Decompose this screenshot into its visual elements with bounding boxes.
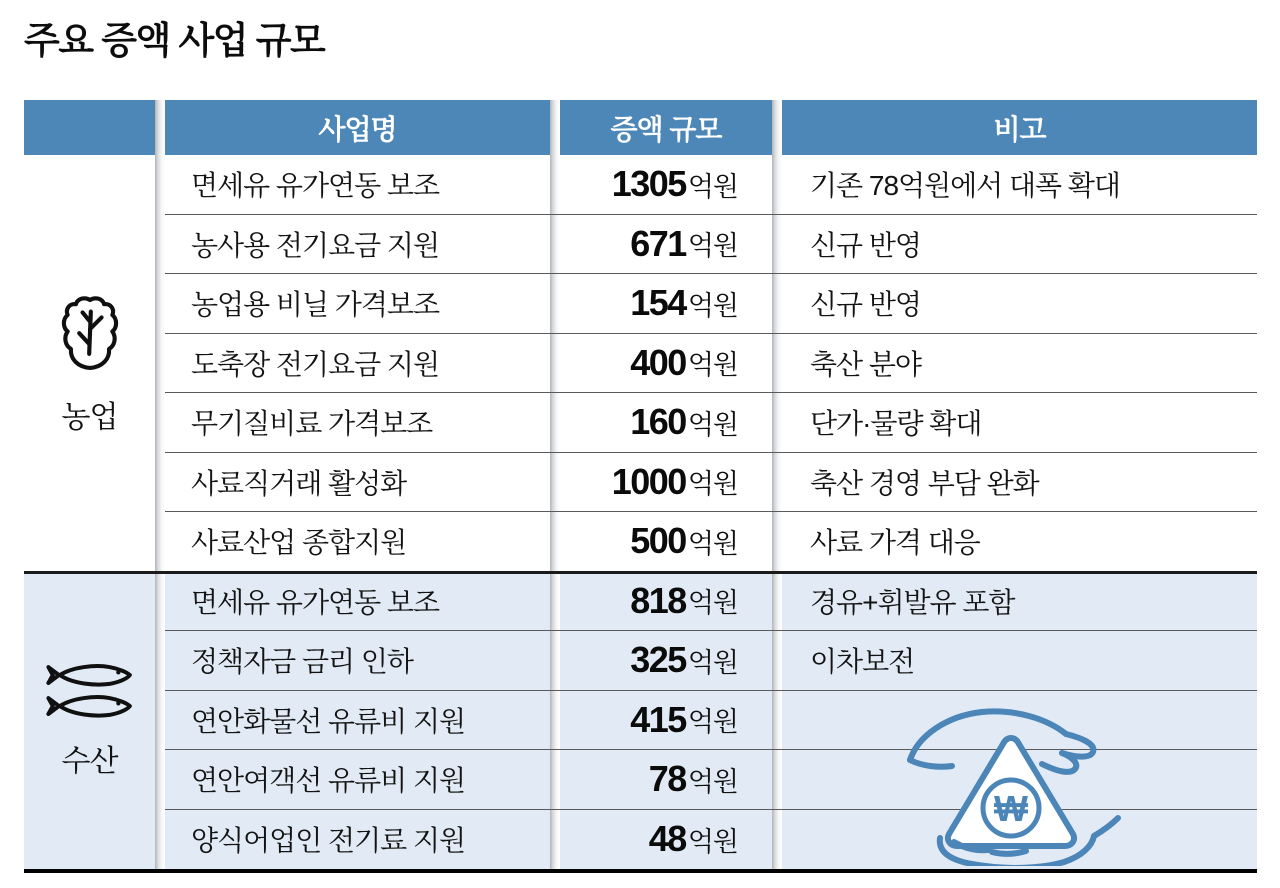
note-cell [782, 215, 1257, 274]
column-divider [772, 155, 782, 214]
amount-value: 1305 [611, 163, 686, 205]
fish-icon [44, 660, 136, 722]
section-divider-line [24, 571, 1257, 574]
amount-cell [560, 393, 772, 452]
won-symbol: ₩ [994, 788, 1028, 829]
amount-cell [560, 274, 772, 333]
project-name-cell [165, 453, 550, 512]
cabbage-icon [61, 290, 119, 378]
amount-value: 500 [630, 520, 686, 562]
note-cell [782, 631, 1257, 690]
project-name: 사료산업 종합지원 [191, 527, 407, 559]
column-divider [550, 155, 560, 214]
column-divider [550, 750, 560, 809]
note-cell [782, 512, 1257, 571]
amount-cell [560, 334, 772, 393]
project-name: 농업용 비닐 가격보조 [191, 289, 439, 321]
column-divider [772, 274, 782, 333]
note-text: 이차보전 [810, 646, 915, 678]
project-name-cell [165, 334, 550, 393]
column-divider [550, 810, 560, 870]
amount-cell [560, 631, 772, 690]
amount-value: 325 [630, 639, 686, 681]
amount-cell [560, 750, 772, 809]
note-text: 신규 반영 [810, 229, 921, 261]
table-row [165, 334, 1257, 394]
header-note: 비고 [782, 100, 1257, 155]
note-text: 사료 가격 대응 [810, 527, 980, 559]
column-divider [155, 155, 165, 869]
project-name-cell [165, 810, 550, 870]
amount-unit: 억원 [687, 469, 738, 500]
project-name: 연안여객선 유류비 지원 [191, 765, 466, 797]
column-divider [550, 393, 560, 452]
table-row [165, 393, 1257, 453]
column-divider [550, 691, 560, 750]
table-row [165, 274, 1257, 334]
amount-unit: 억원 [687, 171, 738, 202]
amount-cell [560, 572, 772, 631]
amount-value: 415 [630, 698, 686, 740]
hands-holding-won-icon [880, 694, 1142, 866]
amount-cell [560, 155, 772, 214]
project-name: 면세유 유가연동 보조 [191, 586, 439, 618]
amount-unit: 억원 [687, 409, 738, 440]
amount-value: 818 [630, 579, 686, 621]
amount-unit: 억원 [687, 826, 738, 857]
amount-cell [560, 810, 772, 870]
amount-cell [560, 453, 772, 512]
amount-unit: 억원 [687, 588, 738, 619]
amount-value: 154 [630, 282, 686, 324]
note-text: 경유+휘발유 포함 [810, 586, 1015, 618]
header-project-name: 사업명 [165, 100, 550, 155]
amount-unit: 억원 [687, 231, 738, 262]
category-label: 농업 [61, 401, 118, 435]
column-divider [550, 631, 560, 690]
column-divider [550, 274, 560, 333]
project-name-cell [165, 274, 550, 333]
amount-value: 1000 [611, 460, 686, 502]
amount-unit: 억원 [687, 707, 738, 738]
project-name: 무기질비료 가격보조 [191, 408, 433, 440]
project-name-cell [165, 393, 550, 452]
column-divider [772, 215, 782, 274]
note-text: 신규 반영 [810, 289, 921, 321]
page-title: 주요 증액 사업 규모 [24, 20, 325, 61]
column-divider [772, 512, 782, 571]
project-name-cell [165, 215, 550, 274]
table-row [165, 215, 1257, 275]
project-name-cell [165, 631, 550, 690]
column-divider [772, 334, 782, 393]
project-name: 도축장 전기요금 지원 [191, 348, 439, 380]
amount-value: 671 [630, 222, 686, 264]
amount-cell [560, 691, 772, 750]
column-divider [550, 512, 560, 571]
project-name-cell [165, 572, 550, 631]
header-category-stub [24, 100, 155, 155]
category-agriculture [24, 155, 155, 572]
note-text: 축산 분야 [810, 348, 921, 380]
column-divider [772, 631, 782, 690]
note-cell [782, 393, 1257, 452]
note-text: 축산 경영 부담 완화 [810, 467, 1039, 499]
budget-table [24, 100, 1257, 873]
category-column [24, 155, 155, 869]
table-row [165, 512, 1257, 572]
project-name-cell [165, 512, 550, 571]
column-divider [772, 453, 782, 512]
column-divider [550, 215, 560, 274]
note-text: 단가·물량 확대 [810, 408, 982, 440]
column-divider [772, 100, 782, 155]
project-name-cell [165, 155, 550, 214]
note-text: 기존 78억원에서 대폭 확대 [810, 170, 1120, 202]
project-name-cell [165, 691, 550, 750]
column-divider [772, 572, 782, 631]
table-row [165, 155, 1257, 215]
amount-unit: 억원 [687, 290, 738, 321]
project-name-cell [165, 750, 550, 809]
amount-value: 78 [648, 758, 686, 800]
column-divider [550, 334, 560, 393]
amount-value: 160 [630, 401, 686, 443]
amount-cell [560, 215, 772, 274]
amount-unit: 억원 [687, 350, 738, 381]
column-divider [772, 750, 782, 809]
header-amount: 증액 규모 [560, 100, 772, 155]
project-name: 사료직거래 활성화 [191, 467, 407, 499]
project-name: 농사용 전기요금 지원 [191, 229, 439, 261]
note-cell [782, 453, 1257, 512]
amount-cell [560, 512, 772, 571]
amount-unit: 억원 [687, 766, 738, 797]
note-cell [782, 572, 1257, 631]
amount-unit: 억원 [687, 528, 738, 559]
note-cell [782, 334, 1257, 393]
category-fishery [24, 572, 155, 870]
amount-value: 48 [648, 818, 686, 860]
column-divider [772, 691, 782, 750]
category-label: 수산 [61, 745, 118, 779]
note-cell [782, 274, 1257, 333]
table-header-row [24, 100, 1257, 155]
table-row [165, 631, 1257, 691]
column-divider [772, 393, 782, 452]
table-row [165, 572, 1257, 632]
column-divider [550, 453, 560, 512]
column-divider [772, 810, 782, 870]
column-divider [550, 572, 560, 631]
project-name: 면세유 유가연동 보조 [191, 170, 439, 202]
project-name: 양식어업인 전기료 지원 [191, 825, 466, 857]
column-divider [155, 100, 165, 155]
note-cell [782, 155, 1257, 214]
amount-value: 400 [630, 341, 686, 383]
project-name: 정책자금 금리 인하 [191, 646, 413, 678]
column-divider [550, 100, 560, 155]
project-name: 연안화물선 유류비 지원 [191, 705, 466, 737]
table-row [165, 453, 1257, 513]
amount-unit: 억원 [687, 647, 738, 678]
